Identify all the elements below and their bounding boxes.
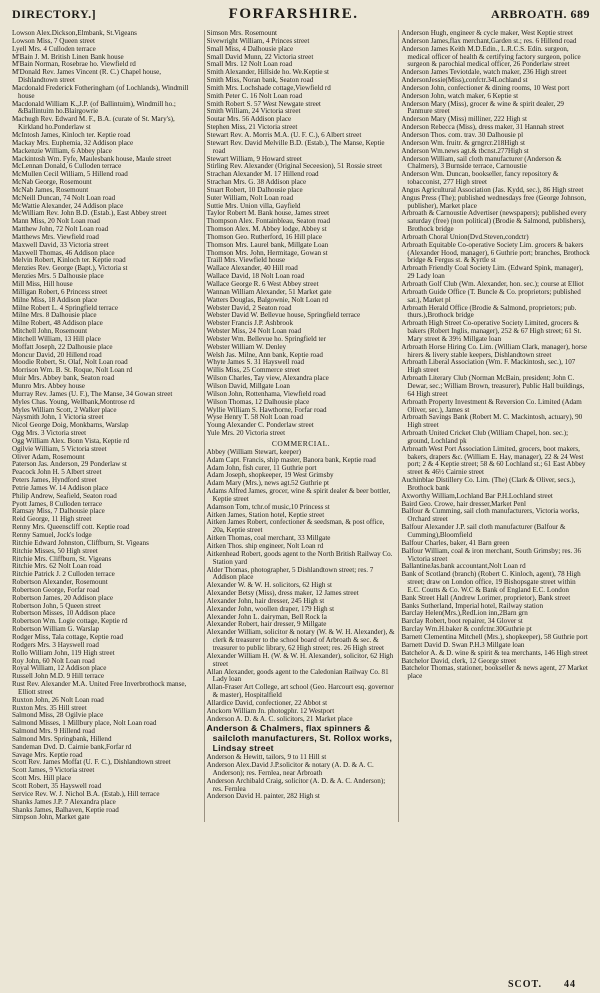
directory-entry: Batchelor Thomas, stationer, bookseller & news agent, 27 Market place: [401, 664, 588, 681]
directory-entry: Wilson Charles, Tay view, Alexandra place: [206, 374, 329, 383]
directory-entry: Anderson & Hewitt, tailors, 9 to 11 Hill st: [206, 753, 327, 762]
directory-entry: McWilliam Rev. John B.D. (Estab.), East Abbey street: [12, 209, 167, 218]
commercial-list-continued: [207, 754, 396, 801]
directory-entry: Milligan Robert, 6 Princess street: [12, 287, 108, 296]
directory-entry: McWattie Alexander, 24 Addison place: [12, 201, 124, 210]
directory-entry: Ritchie Mrs. 62 Nolt Loan road: [12, 562, 102, 571]
directory-entry: Russell John M.D. 9 Hill terrace: [12, 672, 105, 681]
directory-entry: Strachan Mrs. G. 38 Addison place: [206, 178, 307, 187]
directory-entry: Arbroath Property Investment & Reversion Co. Limited (Adam Oliver, sec.), James st: [401, 397, 582, 414]
directory-entry: Machugh Rev. Edward M. F., B.A. (curate of St. Mary's), Kirkland ho.Ponderlaw st: [12, 115, 175, 132]
directory-entry: Alexander William H. (W. & W. H. Alexander), solicitor, 62 High street: [206, 651, 394, 668]
directory-entry: Abbey (William Stewart, keeper): [206, 447, 301, 456]
directory-entry: Arbroath Equitable Co-operative Society Lim. grocers & bakers (Alexander Hood, manager), 6 Guthrie port; branches, Brothock bridge & Fergus st. & Kyrtle st: [401, 240, 590, 265]
directory-entry: Stewart William, 9 Howard street: [206, 154, 302, 163]
running-head-title: FORFARSHIRE.: [228, 6, 359, 22]
directory-entry: Arbroath West Port Association Limited, grocers, boot makers, bakers, drapers &c. (William E. Hay, manager), 22 & 24 West port; 2 & 4 Keptie street; 58 & 60 Lochland st.; 61 East Abbey street & 46½ Cairnie street: [401, 444, 586, 477]
directory-entry: Anderson David H. painter, 282 High st: [206, 792, 320, 801]
directory-entry: Anckorn William Jn. photogphr. 12 Westport: [206, 706, 335, 715]
directory-entry: Alexander John, woollen draper, 179 High st: [206, 604, 335, 613]
directory-entry: Banks Sutherland, Imperial hotel, Railway station: [401, 601, 543, 610]
directory-entry: Myles Chas. Young, Wellbank,Montrose rd: [12, 397, 135, 406]
directory-entry: Shanks James, Balhaven, Keptie road: [12, 805, 119, 814]
directory-entry: Scott Robert, 35 Hayswell road: [12, 782, 102, 790]
directory-entry: Thomson Mrs. John, Hermitage, Gowan st: [206, 248, 328, 257]
directory-entry: Anderson Archibald Craig, solicitor (A. D. & A. C. Anderson); res. Fernlea: [206, 776, 386, 793]
directory-entry: Anderson Thos. com. trav. 30 Dalhousie pl: [401, 130, 524, 139]
directory-entry: Aitken James, Station hotel, Keptie street: [206, 510, 325, 519]
directory-entry: Anderson John, confectioner & dining rooms, 10 West port: [401, 83, 570, 92]
directory-entry: Wyse Henry T. 58 Nolt Loan road: [206, 413, 304, 422]
directory-entry: Arbroath United Cricket Club (William Chapel, hon. sec.); ground, Lochland pk: [401, 429, 569, 445]
directory-entry: Small Miss, 4 Dalhousie place: [206, 44, 294, 53]
directory-entry: Myles William Scott, 2 Walker place: [12, 405, 117, 414]
directory-entry: Savage Mrs. Keptie road: [12, 750, 83, 759]
directory-entry: Lowson Alex.Dickson,Elmbank, St.Vigeans: [12, 30, 137, 37]
directory-entry: Service Rev. W. J. Nichol B.A. (Estab.), Hill terrace: [12, 789, 160, 798]
directory-entry: Petrie James W. 14 Addison place: [12, 483, 109, 492]
directory-entry: Willis Miss, 25 Commerce street: [206, 366, 300, 375]
directory-entry: Menzies Rev. George (Bapt.), Victoria st: [12, 264, 128, 273]
directory-entry: Anderson William, sail cloth manufacturer (Anderson & Chalmers), 3 Burnside terrace, Carnoustie: [401, 154, 562, 171]
directory-entry: Strachan Alexander M. 17 Hillend road: [206, 170, 319, 179]
directory-entry: Anderson Hugh, engineer & cycle maker, West Keptie street: [401, 30, 573, 37]
directory-entry: Barclay Robert, boot repairer, 34 Glover st: [401, 617, 523, 626]
directory-entry: Ogilvie William, 5 Victoria street: [12, 444, 107, 453]
directory-entry: Adams Alfred James, grocer, wine & spirit dealer & beer bottler, Keptie street: [206, 487, 391, 503]
directory-entry: Ogg Mrs. 3 Victoria street: [12, 429, 87, 438]
directory-entry: Anderson Wm.news agt.& tbcnst.277High st: [401, 146, 529, 155]
directory-entry: Anderson Mary (Miss), grocer & wine & spirit dealer, 29 Panmure street: [401, 99, 564, 116]
directory-entry: Thomson Alex. M. Abbey lodge, Abbey st: [206, 225, 327, 234]
directory-entry: Alexander Robert, hair dresser, 9 Millgate: [206, 620, 327, 629]
directory-entry: Nicol George Doig, Monkbarns, Warslap: [12, 421, 129, 430]
directory-entry: Anderson John, watch maker, 6 Keptie st: [401, 91, 519, 100]
directory-entry: Reid George, 11 High street: [12, 515, 92, 524]
directory-entry: Barclay Wm.H.baker & confctnr.30Guthrie pt: [401, 625, 532, 634]
directory-entry: Wyllie William S. Hawthorne, Forfar road: [206, 405, 327, 414]
column-right: [398, 30, 590, 822]
directory-entry: Anderson James,flax merchant,Garden st.; res. 6 Hillend road: [401, 36, 577, 45]
directory-entry: Angus Press (The); published wednesdays free (George Johnson, publisher), Market place: [401, 193, 587, 210]
directory-entry: Alexander William, solicitor & notary (W. & W. H. Alexander), & clerk & treasurer to the school board of Arbroath & sec. & treasurer to public library, 62 High street; res. 26 High street: [206, 628, 395, 652]
directory-entry: Alexander John L. dairyman, Bell Rock la: [206, 612, 327, 621]
directory-entry: Arbroath High Street Co-operative Society Limited, grocers & bakers (Robert Inglis, manager), 252 & 67 High street; 61 St. Mary street & 39½ Millgate loan: [401, 319, 582, 343]
directory-entry: Mitchell John, Rosemount: [12, 327, 88, 336]
directory-entry: Roy John, 60 Nolt Loan road: [12, 656, 95, 665]
directory-entry: Anderson James Keith M.D.Edin., L.R.C.S. Edin. surgeon, medical officer of health & certifying factory surgeon, police surgeon & parochial medical officer, 26 Ponderlaw street: [401, 44, 581, 69]
directory-entry: Adam John, fish curer, 11 Guthrie port: [206, 463, 317, 472]
directory-entry: Ruxton John, 26 Nolt Loan road: [12, 695, 104, 704]
directory-entry: Robertson James, 20 Addison place: [12, 593, 114, 602]
directory-entry: Aitkenhead Robert, goods agent to the North British Railway Co. Station yard: [206, 549, 393, 566]
directory-entry: Anderson Wm. fruitr. & grngrcr.218High st: [401, 138, 525, 147]
directory-entry: Arbroath Golf Club (Wm. Alexander, hon. sec.); course at Elliot: [401, 280, 584, 288]
directory-entry: AndersonJessie(Miss),confctr.34Lochland st: [401, 76, 528, 85]
directory-entry: Arbroath Herald Office (Brodie & Salmond, proprietors; pub. thurs.),Brothock bridge: [401, 303, 577, 320]
directory-entry: Paterson Jas. Anderson, 29 Ponderlaw st: [12, 460, 127, 469]
directory-entry: Scott Rev. James Moffat (U. F. C.), Dishlandtown street: [12, 758, 171, 767]
signature-number: 44: [564, 979, 576, 990]
directory-entry: Wannan William Alexander, 51 Market gate: [206, 287, 332, 296]
directory-entry: Arbroath Guide Office (T. Buncle & Co. proprietors; published sat.), Market pl: [401, 287, 581, 304]
directory-entry: Arbroath & Carnoustie Advertiser (newspapers); published every saturday (free) (non political) (Brodie & Salmond, publishers), Brothock bridge: [401, 209, 587, 234]
directory-entry: Adam Joseph, shopkeeper, 19 West Grimsby: [206, 471, 334, 480]
directory-entry: McIntosh James, Kinloch ter. Keptie road: [12, 130, 131, 139]
directory-entry: Rodger Miss, Tala cottage, Keptie road: [12, 632, 124, 641]
directory-entry: Moffatt Joseph, 22 Dalhousie place: [12, 342, 113, 351]
directory-entry: Barclay Helen(Mrs.),RedLion inn,2Barn grn: [401, 609, 528, 618]
directory-entry: Melvin Robert, Kinloch ter. Keptie road: [12, 256, 126, 265]
directory-entry: Salmond Mrs. 9 Hillend road: [12, 727, 95, 736]
directory-entry: Smith Miss, Noran bank, Seaton road: [206, 76, 314, 85]
directory-columns: [12, 30, 590, 822]
directory-entry: Arbroath Savings Bank (Robert M. C. Mackintosh, actuary), 90 High street: [401, 413, 583, 430]
directory-entry: Rodgers Mrs. 3 Hayswell road: [12, 640, 99, 649]
directory-entry: McNeill Duncan, 74 Nolt Loan road: [12, 193, 116, 202]
directory-entry: Pyott James, 8 Culloden terrace: [12, 499, 103, 508]
directory-entry: Auchinblae Distillery Co. Lim. (The) (Clark & Oliver, secs.), Brothock bank: [401, 476, 576, 492]
directory-entry: Webster David W. Bellevue house, Springfield terrace: [206, 311, 361, 320]
directory-entry: Robertson John, 5 Queen street: [12, 601, 101, 610]
directory-entry: Mill Miss, Hill house: [12, 280, 73, 288]
directory-entry: Salmond Misses, 1 Millbury place, Nolt Loan road: [12, 719, 157, 728]
directory-entry: Webster Wm. Bellevue ho. Springfield ter: [206, 334, 326, 343]
directory-entry: Aitken James Robert, confectioner & seedsman, & post office, 20a, Keptie street: [206, 518, 385, 535]
directory-entry: Angus Agricultural Association (Jas. Kydd, sec.), 86 High street: [401, 185, 584, 194]
directory-entry: Smith Peter C. 16 Nolt Loan road: [206, 91, 303, 100]
directory-entry: Ramsay Miss, 7 Dalhousie place: [12, 507, 105, 516]
directory-entry: Rollo William John, 119 High street: [12, 648, 115, 657]
directory-entry: Scott James, 9 Victoria street: [12, 766, 95, 775]
commercial-heading: COMMERCIAL.: [271, 438, 331, 448]
directory-entry: Mackintosh Wm. Fyfe, Maulesbank house, Maule street: [12, 154, 172, 163]
directory-entry: Sivewright William, 4 Princes street: [206, 36, 310, 45]
directory-entry: Milne Mrs. 8 Dalhousie place: [12, 311, 97, 320]
directory-entry: Anderson A. D. & A. C. solicitors, 21 Market place: [206, 714, 353, 723]
directory-entry: Wallace George R. 6 West Abbey street: [206, 280, 319, 288]
directory-entry: Arbroath Literary Club (Norman McBain, president; John C. Dewar, sec.; William Brown, treasurer), Public Hall buildings, 64 High street: [401, 374, 585, 398]
directory-entry: Baird Geo. Crowe, hair dresser,Market Penl: [401, 499, 526, 508]
directory-entry: Wilson John, Rottenhama, Viewfield road: [206, 389, 326, 398]
display-advertisement: Anderson & Chalmers, flax spinners & sailcloth manufacturers, St. Rollox works, Lindsay street: [206, 723, 393, 753]
directory-entry: McNab James, Rosemount: [12, 185, 89, 194]
directory-entry: Anderson Alex.David J.P.solicitor & notary (A. D. & A. C. Anderson); res. Fernlea, near Arbroath: [206, 761, 374, 777]
directory-entry: Yule Mrs. 20 Victoria street: [206, 429, 286, 438]
directory-entry: Soutar Mrs. 56 Addison place: [206, 115, 292, 124]
directory-entry: McMullen Cecil William, 5 Hillend road: [12, 170, 128, 179]
directory-entry: Webster Francis J.P. Ashbrook: [206, 319, 293, 328]
directory-entry: Simson Mrs. Rosemount: [206, 30, 278, 37]
directory-entry: Bank of Scotland (branch) (Robert C. Kinloch, agent), 78 High street; draw on London office, 19 Bishopsgate street within E.C. Coutts & Co. W.C & Bank of England E.C. London: [401, 570, 581, 594]
directory-entry: McLennan Donald, 6 Culloden terrace: [12, 162, 122, 171]
directory-entry: Milne Robert, 48 Addison place: [12, 319, 103, 328]
directory-entry: Balfour William, coal & iron merchant, South Grimsby; res. 36 Victoria street: [401, 546, 581, 563]
directory-entry: Young Alexander C. Ponderlaw street: [206, 421, 314, 430]
directory-entry: Mackenzie William, 6 Abbey place: [12, 146, 112, 155]
directory-entry: Watters Douglas, Balgownie, Nolt Loan rd: [206, 295, 329, 304]
directory-entry: Moncur David, 20 Hillend road: [12, 350, 102, 359]
directory-entry: Stewart Rev. David Melville B.D. (Estab.), The Manse, Keptie road: [206, 138, 385, 155]
directory-entry: Robertson William G. Warslap: [12, 625, 100, 634]
printer-signature: SCOT.: [508, 979, 542, 990]
directory-entry: McNab George, Rosemount: [12, 178, 92, 187]
directory-entry: Arbroath Choral Union(Dvd.Steven,condctr): [401, 232, 529, 241]
directory-entry: Webster Miss, 24 Nolt Loan road: [206, 327, 302, 336]
directory-entry: Lyell Mrs. 4 Culloden terrace: [12, 44, 96, 53]
directory-entry: Allardice David, confectioner, 22 Abbot st: [206, 698, 328, 707]
directory-entry: Balfour & Cumming, sail cloth manufacturers, Victoria works, Orchard street: [401, 507, 580, 524]
directory-entry: Lowson Miss, 7 Queen street: [12, 36, 95, 45]
running-head-left: DIRECTORY.]: [12, 7, 97, 21]
directory-entry: Salmond Miss, 28 Ogilvie place: [12, 711, 104, 720]
directory-entry: Webster William W. Denley: [206, 342, 287, 351]
directory-entry: Stewart Rev. A. Morris M.A. (U. F. C.), 6 Albert street: [206, 130, 362, 139]
directory-entry: Batchelor David, clerk, 12 George street: [401, 656, 517, 665]
directory-entry: Salmond Mrs. Springbank, Hillend: [12, 734, 112, 743]
directory-entry: M'Bain Norman, Rosebrae ho. Viewfield rd: [12, 60, 136, 69]
directory-entry: Ritchie Mrs. Cliffburn, St. Vigeans: [12, 554, 112, 563]
directory-entry: Milne Miss, 18 Addison place: [12, 295, 98, 304]
directory-entry: Anderson James Teviotdale, watch maker, 236 High street: [401, 68, 567, 77]
directory-entry: Anderson Mary (Miss) milliner, 222 High st: [401, 115, 527, 124]
directory-entry: Arbroath Friendly Coal Society Lim. (Edward Spink, manager), 29 Lady loan: [401, 264, 583, 281]
directory-entry: Ruxton Mrs. 35 Hill street: [12, 703, 87, 712]
directory-entry: Peacock John H. 5 Albert street: [12, 468, 102, 477]
directory-entry: Ritchie Misses, 50 High street: [12, 546, 98, 555]
directory-entry: Naysmith John, 1 Victoria street: [12, 413, 104, 422]
directory-entry: Thompson Alex. Fontainbleau, Seaton road: [206, 217, 331, 226]
directory-entry: Robertson Alexander, Rosemount: [12, 578, 108, 587]
directory-entry: Robertson Misses, 10 Addison place: [12, 609, 116, 618]
directory-entry: Wilson Thomas, 12 Dalhousie place: [206, 397, 310, 406]
directory-entry: Arbroath Horse Hiring Co. Lim. (William Clark, manager), horse hirers & livery stable keepers, Dishlandtown street: [401, 342, 588, 359]
directory-entry: Axworthy William,Lochland Bar P.H.Lochland street: [401, 491, 553, 500]
directory-entry: Alder Thomas, photographer, 5 Dishlandtown street; res. 7 Addison place: [206, 565, 374, 582]
directory-entry: BallantineJas.bank accountant,Nolt Loan rd: [401, 562, 526, 571]
directory-entry: Arbroath Liberal Association (Wm. F. Mackintosh, sec.), 107 High street: [401, 358, 576, 375]
directory-entry: Webster David, 2 Seaton road: [206, 303, 292, 312]
directory-entry: Robertson Wm. Logie cottage, Keptie rd: [12, 617, 128, 626]
directory-entry: Smith Alexander, Hillside ho. We.Keptie st: [206, 68, 330, 77]
running-head-right: ARBROATH. 689: [491, 7, 590, 21]
directory-entry: Peters James, Hyndford street: [12, 476, 97, 485]
directory-entry: Simpson John, Market gate: [12, 813, 90, 822]
directory-entry: Balfour Alexander J.P. sail cloth manufacturer (Balfour & Cumming),Bloomfield: [401, 523, 566, 539]
directory-entry: Whyte James S. 31 Hayswell road: [206, 358, 304, 367]
directory-entry: Matthew John, 72 Nolt Loan road: [12, 225, 109, 234]
directory-entry: Barnett David D. Swan P.H.3 Millgate loan: [401, 640, 525, 649]
directory-entry: Barnett Clementina Mitchell (Mrs.), shopkeeper), 58 Guthrie port: [401, 632, 588, 641]
directory-entry: Ritchie Edward Johnston, Cliffburn, St. Vigeans: [12, 538, 149, 547]
directory-entry: Munro Mrs. Abbey house: [12, 381, 85, 390]
directory-entry: Anderson Rebecca (Miss), dress maker, 31 Hannah street: [401, 123, 564, 132]
directory-entry: Morrison Wm. B. St. Roque, Nolt Loan rd: [12, 366, 133, 375]
directory-entry: Muir Mrs. Abbey bank, Seaton road: [12, 374, 115, 383]
directory-entry: Suttie Mrs. Union villa, Gayfield: [206, 201, 301, 210]
directory-entry: Aitken Thos. ship engineer, Nolt Loan rd: [206, 542, 324, 550]
directory-entry: Small David Munn, 22 Victoria street: [206, 52, 314, 61]
directory-entry: Adamson Tom, tchr.of music,10 Princess st: [206, 502, 330, 511]
directory-entry: Thomson Geo. Rutherford, 16 Hill place: [206, 232, 322, 241]
directory-entry: Thomson Mrs. Laurel bank, Millgate Loan: [206, 240, 329, 249]
directory-entry: Stuart Robert, 10 Dalhousie place: [206, 185, 303, 194]
directory-entry: Smith Mrs. Lochshade cottage,Viewfield rd: [206, 83, 331, 92]
directory-entry: Smith William, 24 Victoria street: [206, 107, 301, 116]
directory-entry: Scott Mrs. Hill place: [12, 774, 72, 783]
directory-entry: Renny Samuel, Jock's lodge: [12, 531, 92, 539]
column-middle: [204, 30, 396, 822]
directory-entry: Taylor Robert M. Bank house, James street: [206, 209, 330, 218]
directory-entry: Matthews Mrs. Viewfield road: [12, 232, 99, 241]
directory-entry: Maxwell David, 33 Victoria street: [12, 240, 109, 249]
directory-entry: Oliver Adam, Rosemount: [12, 452, 85, 461]
directory-entry: Anderson Wm. Duncan, bookseller, fancy repository & tobacconist, 277 High street: [401, 170, 559, 187]
directory-entry: Renny Mrs. Queenscliff cott. Keptie road: [12, 523, 130, 532]
directory-entry: Wallace Alexander, 40 Hill road: [206, 264, 298, 273]
directory-entry: Robertson George, Forfar road: [12, 585, 100, 594]
directory-entry: Alexander John, hair dresser, 245 High st: [206, 596, 325, 605]
private-residents-continued: [207, 30, 396, 438]
page-header: [12, 6, 590, 26]
directory-entry: Mitchell William, 13 Hill place: [12, 334, 101, 343]
directory-entry: Wilson David, Millgate Loan: [206, 381, 290, 390]
directory-entry: Adam Capt. Francis, ship master, Banora bank, Keptie road: [206, 455, 376, 464]
directory-entry: Royal William, 12 Addison place: [12, 664, 107, 673]
directory-entry: Suter William, Nolt Loan road: [206, 193, 294, 202]
directory-entry: Macdonald William K.,J.P. (of Ballintuim), Windmill ho.; &Ballintuim ho.Blairgowrie: [12, 99, 176, 116]
column-left: [12, 30, 201, 822]
directory-entry: Stephen Miss, 21 Victoria street: [206, 123, 298, 132]
directory-entry: Balfour Charles, baker, 41 Barn green: [401, 538, 510, 547]
directory-entry: Allan Alexander, goods agent to the Caledonian Railway Co. 81 Lady loan: [206, 667, 389, 684]
directory-entry: Smith Robert S. 57 West Newgate street: [206, 99, 321, 108]
directory-entry: Adam Mary (Mrs.), news agt.52 Guthrie pt: [206, 479, 330, 488]
directory-entry: Maxwell Thomas, 46 Addison place: [12, 248, 115, 257]
directory-entry: Ritchie Patrick J. 2 Culloden terrace: [12, 570, 115, 579]
directory-entry: Batchelor A. & D. wine & spirit & tea merchants, 146 High street: [401, 648, 588, 657]
directory-entry: Shanks James J.P. 7 Alexandra place: [12, 797, 116, 806]
commercial-list: [207, 449, 396, 724]
directory-entry: Macdonald Frederick Fotheringham (of Lochlands), Windmill house: [12, 83, 189, 100]
directory-entry: Alexander W. & W. H. solicitors, 62 High st: [206, 581, 332, 590]
directory-entry: Sandeman Dvd. D. Cairnie bank,Forfar rd: [12, 742, 132, 751]
directory-entry: Stirling Rev. Alexander (Original Seceesion), 51 Rossie street: [206, 162, 383, 171]
directory-entry: Alexander Betsy (Miss), dress maker, 12 James street: [206, 589, 359, 598]
directory-entry: Rust Rev. Alexander M.A. United Free Inverbrothock manse, Elliott street: [12, 680, 187, 696]
directory-entry: Mann Miss, 20 Nolt Loan road: [12, 217, 100, 226]
directory-entry: Welsh Jas. Milne, Ann bank, Keptie road: [206, 350, 323, 359]
directory-entry: Bank Street Hall (Andrew Lorimer, proprietor), Bank street: [401, 593, 571, 602]
directory-entry: Mackay Mrs. Euphemia, 32 Addison place: [12, 138, 134, 147]
directory-entry: Traill Mrs. Viewfield house: [206, 256, 286, 265]
page-footer: [486, 979, 576, 990]
directory-entry: Milne Robert L. 4 Springfield terrace: [12, 303, 118, 312]
directory-entry: Wallace David, 18 Nolt Loan road: [206, 272, 305, 281]
directory-entry: Menzies Mrs. 5 Dalhousie place: [12, 272, 104, 281]
directory-entry: Small Mrs. 12 Nolt Loan road: [206, 60, 293, 69]
directory-entry: M'Bain J. M. British Linen Bank house: [12, 52, 124, 61]
directory-entry: Moodie Robert, St. Olaf, Nolt Loan road: [12, 358, 128, 367]
directory-entry: Philip Andrew, Seafield, Seaton road: [12, 491, 117, 500]
directory-entry: Aitken Thomas, coal merchant, 33 Millgate: [206, 534, 331, 543]
directory-entry: M'Donald Rev. James Vincent (R. C.) Chapel house, Dishlandtown street: [12, 68, 162, 85]
directory-entry: Murray Rev. James (U. F.), The Manse, 34 Gowan street: [12, 389, 173, 398]
directory-entry: Ogg William Alex. Bonn Vista, Keptie rd: [12, 436, 130, 445]
directory-entry: Allan-Fraser Art College, art school (Geo. Harcourt esq. governor & master), Hospitalfield: [206, 683, 394, 700]
